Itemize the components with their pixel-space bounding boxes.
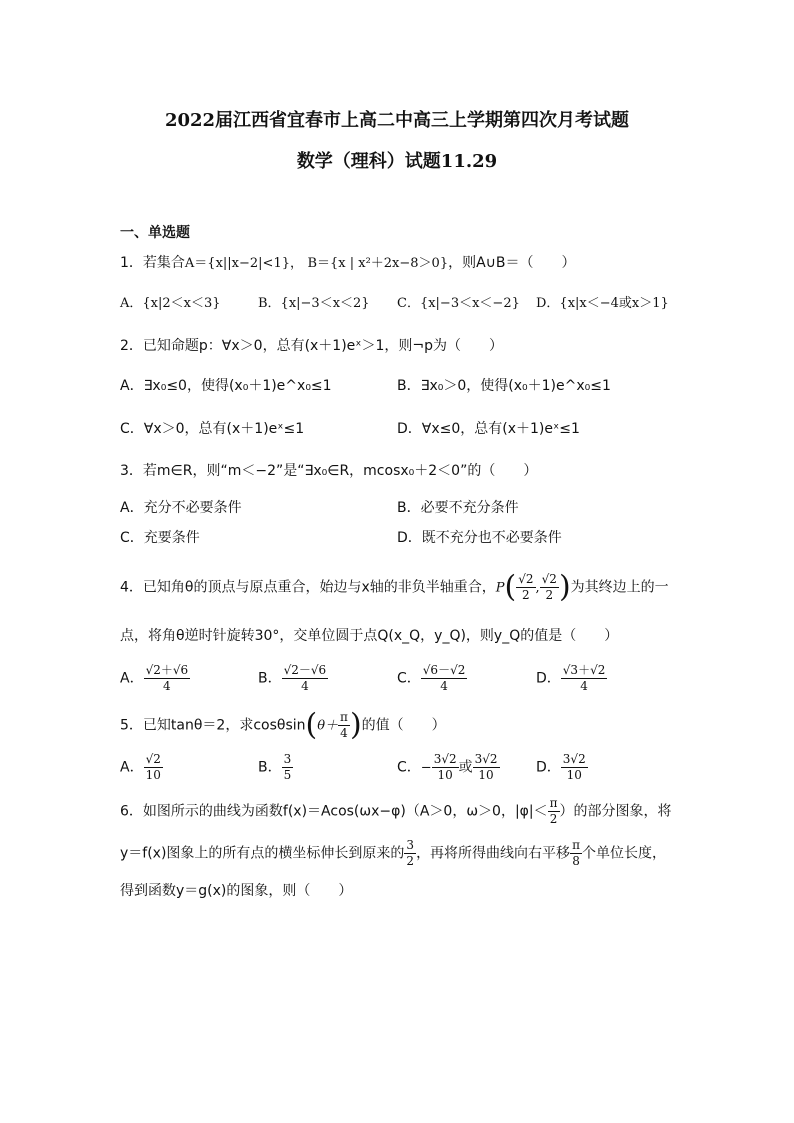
question-1-ask: ，则A∪B＝（ ） — [448, 255, 576, 271]
question-2-stem: 2．已知命题p：∀x＞0，总有(x＋1)eˣ＞1，则¬p为（ ） — [120, 338, 504, 354]
question-5-stem: 5．已知tanθ＝2，求cosθsin(θ＋ $\frac{\pi}{4}$ )的值（ ） — [120, 707, 446, 743]
fraction-pi-8: $\frac{\pi}{8}$ — [572, 838, 580, 868]
paren-right-icon: ) — [349, 707, 362, 743]
q2-option-a: A．∃x₀≤0，使得(x₀＋1)e^x₀≤1 — [120, 378, 332, 394]
paren-left-icon: ( — [305, 707, 318, 743]
q1-option-a: A．{x|2＜x＜3} — [120, 296, 221, 311]
fraction-y: $\frac{√2}{2}$ — [541, 572, 557, 602]
q3-option-a: A．充分不必要条件 — [120, 500, 242, 516]
question-4-text: 4．已知角θ的顶点与原点重合，始边与x轴的非负半轴重合， — [120, 579, 496, 596]
q2-option-c: C．∀x＞0，总有(x＋1)eˣ≤1 — [120, 421, 305, 437]
question-6-stem-line3: 得到函数y＝g(x)的图象，则（ ） — [120, 883, 353, 899]
q1-option-c: C．{x|−3＜x＜−2} — [397, 296, 520, 311]
question-4-tail: 为其终边上的一 — [570, 579, 669, 596]
set-b: B＝{x | x²＋2x−8＞0} — [307, 256, 449, 271]
question-5-tail: 的值（ ） — [361, 717, 446, 734]
question-4-stem: 4．已知角θ的顶点与原点重合，始边与x轴的非负半轴重合，P( $\frac{√2}{2}$ , $\frac{√2}{2}$ )为其终边上的一 — [120, 569, 669, 605]
q5-option-a: A． $\frac{√2}{10}$ — [120, 752, 161, 782]
paren-right-icon: ) — [558, 569, 571, 605]
fraction-3-2: $\frac{3}{2}$ — [406, 838, 415, 868]
exam-title: 2022届江西省宜春市上高二中高三上学期第四次月考试题 — [164, 110, 630, 131]
question-6-stem: 6．如图所示的曲线为函数f(x)＝Acos(ωx−φ)（A＞0，ω＞0，|φ|＜ $\frac{\pi}{2}$ ）的部分图象，将 — [120, 796, 672, 826]
q5-option-c: C．− $\frac{3√2}{10}$ 或 $\frac{3√2}{10}$ — [397, 752, 498, 782]
question-5-text: 5．已知tanθ＝2，求cosθsin — [120, 717, 306, 734]
question-6-stem-line2: y＝f(x)图象上的所有点的横坐标伸长到原来的 $\frac{3}{2}$ ，再将所得曲线向右平移 $\frac{\pi}{8}$ 个单位长度， — [120, 838, 666, 868]
question-3-stem: 3．若m∈R，则“m＜−2”是“∃x₀∈R，mcosx₀＋2＜0”的（ ） — [120, 463, 538, 479]
q3-option-b: B．必要不充分条件 — [397, 500, 519, 516]
section-heading: 一、单选题 — [120, 225, 190, 241]
q5-option-b: B． $\frac{3}{5}$ — [258, 752, 292, 782]
q5-option-d: D． $\frac{3√2}{10}$ — [536, 752, 586, 782]
fraction-x: $\frac{√2}{2}$ — [518, 572, 534, 602]
q3-option-c: C．充要条件 — [120, 530, 200, 546]
q1-option-b: B．{x|−3＜x＜2} — [258, 296, 370, 311]
fraction-pi-4: $\frac{\pi}{4}$ — [340, 710, 348, 740]
q4-option-d: D． $\frac{√3+√2}{4}$ — [536, 663, 606, 693]
q2-option-b: B．∃x₀＞0，使得(x₀＋1)e^x₀≤1 — [397, 378, 611, 394]
q3-option-d: D．既不充分也不必要条件 — [397, 530, 562, 546]
q4-option-a: A． $\frac{√2+√6}{4}$ — [120, 663, 189, 693]
q2-option-d: D．∀x≤0，总有(x＋1)eˣ≤1 — [397, 421, 580, 437]
q4-option-b: B． $\frac{√2-√6}{4}$ — [258, 663, 327, 693]
fraction-pi-2: $\frac{\pi}{2}$ — [549, 796, 558, 826]
set-a: A＝{x||x−2|<1}， — [184, 256, 303, 271]
q4-option-c: C． $\frac{√6-√2}{4}$ — [397, 663, 466, 693]
question-1-stem — [120, 252, 576, 275]
point-p: P — [495, 580, 505, 596]
q1-option-d: D．{x|x＜−4或x＞1} — [536, 296, 669, 311]
exam-subtitle: 数学（理科）试题11.29 — [296, 151, 498, 172]
question-1-text: 1．若集合 — [120, 255, 185, 271]
paren-left-icon: ( — [504, 569, 517, 605]
question-6-text: 6．如图所示的曲线为函数f(x)＝Acos(ωx−φ)（A＞0，ω＞0，|φ|＜ — [120, 803, 548, 820]
question-4-stem-cont: 点，将角θ逆时针旋转30°，交单位圆于点Q(x_Q，y_Q)，则y_Q的值是（ ） — [120, 628, 619, 644]
